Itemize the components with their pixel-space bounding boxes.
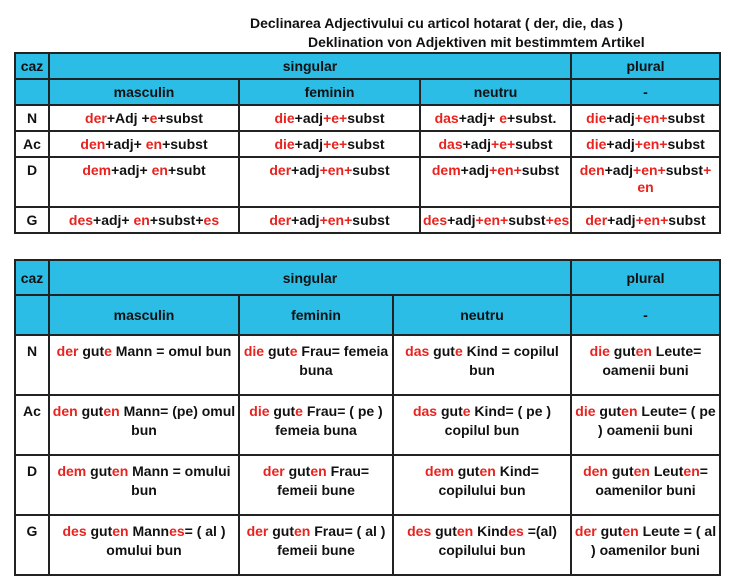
rule-cell bbox=[571, 157, 720, 207]
header-plural-gender: - bbox=[571, 79, 720, 105]
case-label: N bbox=[15, 335, 49, 395]
header-plural-gender: - bbox=[571, 295, 720, 335]
text-segment: +adj bbox=[294, 135, 324, 152]
red-segment: das bbox=[405, 343, 430, 359]
text-segment: Mann= (pe) omul bun bbox=[119, 403, 236, 438]
red-segment: +en+ bbox=[475, 211, 509, 228]
red-segment: den bbox=[52, 403, 78, 419]
table-row bbox=[15, 515, 720, 575]
red-segment: den bbox=[80, 135, 106, 152]
text-segment: +adj bbox=[447, 211, 476, 228]
red-segment: das bbox=[434, 109, 459, 126]
red-segment: en bbox=[683, 463, 700, 479]
example-cell bbox=[393, 335, 571, 395]
rule-cell bbox=[420, 131, 571, 157]
text-segment: +adj bbox=[606, 135, 635, 152]
red-segment: +en+ bbox=[635, 211, 669, 228]
example-cell bbox=[393, 515, 571, 575]
text-segment: gut bbox=[284, 463, 311, 479]
red-segment: den bbox=[579, 162, 605, 178]
text-segment: gut bbox=[595, 403, 622, 419]
example-cell bbox=[49, 515, 239, 575]
example-cell bbox=[239, 395, 393, 455]
rule-cell bbox=[239, 207, 420, 233]
text-segment: +adj bbox=[462, 135, 492, 152]
text-segment: gut bbox=[609, 343, 636, 359]
red-segment: e bbox=[295, 403, 303, 419]
header-case: caz bbox=[15, 53, 49, 79]
text-segment: gut bbox=[453, 463, 480, 479]
red-segment: en bbox=[111, 463, 129, 479]
red-segment: +es bbox=[545, 211, 570, 228]
case-label: D bbox=[15, 455, 49, 515]
rule-cell bbox=[239, 105, 420, 131]
rule-cell bbox=[49, 207, 239, 233]
text-segment: gut bbox=[596, 523, 623, 539]
rule-cell bbox=[420, 105, 571, 131]
header-feminine: feminin bbox=[239, 295, 393, 335]
header-masculine: masculin bbox=[49, 295, 239, 335]
text-segment: +adj bbox=[294, 109, 324, 126]
declension-example-table bbox=[14, 259, 721, 576]
text-segment: Mann bbox=[128, 523, 170, 539]
header-neuter: neutru bbox=[420, 79, 571, 105]
red-segment: die bbox=[274, 135, 295, 152]
example-cell bbox=[571, 395, 720, 455]
header-masculine: masculin bbox=[49, 79, 239, 105]
red-segment: e bbox=[462, 403, 471, 419]
text-segment: +adj bbox=[291, 162, 320, 178]
text-segment: Frau= femeia buna bbox=[297, 343, 389, 378]
text-segment: gut bbox=[607, 463, 634, 479]
header-blank bbox=[15, 295, 49, 335]
text-segment: +adj bbox=[606, 109, 635, 126]
red-segment: en bbox=[633, 463, 650, 479]
text-segment: = ( al ) omului bun bbox=[106, 523, 226, 558]
declension-rule-table bbox=[14, 52, 721, 234]
text-segment: +adj bbox=[291, 211, 320, 228]
red-segment: des bbox=[62, 523, 87, 539]
text-segment: Kind= copilului bun bbox=[438, 463, 539, 498]
rule-cell bbox=[571, 131, 720, 157]
header-singular: singular bbox=[49, 260, 571, 295]
case-label: G bbox=[15, 515, 49, 575]
text-segment: +adj bbox=[604, 162, 634, 178]
red-segment: die bbox=[249, 403, 270, 419]
red-segment: des bbox=[407, 523, 432, 539]
rule-cell bbox=[49, 131, 239, 157]
red-segment: der bbox=[246, 523, 269, 539]
example-cell bbox=[393, 395, 571, 455]
table-row bbox=[15, 207, 720, 233]
text-segment: subst bbox=[521, 162, 560, 178]
text-segment: subst bbox=[347, 135, 385, 152]
text-segment: Frau= femeii bune bbox=[277, 463, 370, 498]
red-segment: e bbox=[289, 343, 298, 359]
red-segment: dem bbox=[57, 463, 87, 479]
red-segment: dem bbox=[82, 162, 112, 178]
title-romanian: Declinarea Adjectivului cu articol hotarat ( der, die, das ) bbox=[250, 15, 623, 31]
example-cell bbox=[393, 455, 571, 515]
red-segment: die bbox=[243, 343, 265, 359]
red-segment: +e+ bbox=[323, 109, 348, 126]
red-segment: e bbox=[499, 109, 507, 126]
case-label: G bbox=[15, 207, 49, 233]
red-segment: das bbox=[412, 403, 438, 419]
text-segment: +subst+ bbox=[149, 211, 204, 228]
text-segment: subst bbox=[667, 135, 705, 152]
header-singular: singular bbox=[49, 53, 571, 79]
rule-cell bbox=[49, 157, 239, 207]
example-cell bbox=[239, 335, 393, 395]
text-segment: +adj+ bbox=[105, 135, 146, 152]
text-segment: gut bbox=[269, 403, 296, 419]
header-blank bbox=[15, 79, 49, 105]
red-segment: des bbox=[423, 211, 448, 228]
example-cell bbox=[239, 515, 393, 575]
example-cell bbox=[571, 455, 720, 515]
red-segment: +en+ bbox=[319, 162, 353, 178]
rule-cell bbox=[239, 131, 420, 157]
red-segment: es bbox=[508, 523, 524, 539]
red-segment: der bbox=[56, 343, 79, 359]
red-segment: en bbox=[103, 403, 120, 419]
text-segment: +adj+ bbox=[93, 211, 134, 228]
red-segment: der bbox=[269, 211, 292, 228]
text-segment: +adj bbox=[460, 162, 490, 178]
text-segment: gut bbox=[77, 403, 104, 419]
text-segment: subst bbox=[667, 109, 705, 126]
red-segment: den bbox=[583, 463, 608, 479]
text-segment: +adj bbox=[607, 211, 636, 228]
red-segment: der bbox=[269, 162, 292, 178]
text-segment: Frau= ( pe ) femeia buna bbox=[275, 403, 383, 438]
rule-cell bbox=[49, 105, 239, 131]
example-cell bbox=[49, 455, 239, 515]
text-segment: Frau= ( al ) femeii bune bbox=[277, 523, 386, 558]
rule-cell bbox=[571, 105, 720, 131]
red-segment: die bbox=[274, 109, 295, 126]
text-segment: Kind bbox=[473, 523, 509, 539]
red-segment: +en+ bbox=[319, 211, 353, 228]
header-plural: plural bbox=[571, 260, 720, 295]
document-title bbox=[0, 14, 731, 52]
title-german: Deklination von Adjektiven mit bestimmtem Artikel bbox=[308, 34, 645, 50]
text-segment: +subst. bbox=[506, 109, 557, 126]
red-segment: es bbox=[203, 211, 220, 228]
case-label: N bbox=[15, 105, 49, 131]
red-segment: +en+ bbox=[634, 135, 668, 152]
text-segment: gut bbox=[437, 403, 463, 419]
red-segment: das bbox=[438, 135, 463, 152]
red-segment: die bbox=[589, 343, 610, 359]
text-segment: gut bbox=[429, 343, 455, 359]
red-segment: en bbox=[310, 463, 327, 479]
red-segment: en bbox=[294, 523, 311, 539]
text-segment: +subt bbox=[167, 162, 206, 178]
text-segment: gut bbox=[86, 523, 113, 539]
red-segment: des bbox=[68, 211, 94, 228]
text-segment: gut bbox=[86, 463, 112, 479]
red-segment: +en+ bbox=[633, 162, 666, 178]
red-segment: en bbox=[456, 523, 474, 539]
rule-cell bbox=[420, 157, 571, 207]
text-segment: = oamenilor buni bbox=[595, 463, 708, 498]
text-segment: +subst bbox=[157, 109, 203, 126]
red-segment: en bbox=[621, 403, 638, 419]
red-segment: die bbox=[586, 109, 607, 126]
red-segment: +e+ bbox=[491, 135, 516, 152]
header-case: caz bbox=[15, 260, 49, 295]
red-segment: +en+ bbox=[489, 162, 522, 178]
red-segment: en bbox=[635, 343, 652, 359]
text-segment: =(al) copilului bun bbox=[438, 523, 557, 558]
text-segment: subst bbox=[352, 211, 390, 228]
red-segment: e bbox=[149, 109, 158, 126]
red-segment: en bbox=[151, 162, 168, 178]
text-segment: Kind = copilul bun bbox=[462, 343, 559, 378]
text-segment: gut bbox=[268, 523, 295, 539]
text-segment: subst bbox=[668, 211, 706, 228]
table-row bbox=[15, 157, 720, 207]
text-segment: Leute = ( al ) oamenilor buni bbox=[591, 523, 717, 558]
header-feminine: feminin bbox=[239, 79, 420, 105]
red-segment: der bbox=[585, 211, 608, 228]
text-segment: subst bbox=[515, 135, 553, 152]
example-cell bbox=[49, 395, 239, 455]
header-neuter: neutru bbox=[393, 295, 571, 335]
rule-cell bbox=[420, 207, 571, 233]
case-label: D bbox=[15, 157, 49, 207]
table-row bbox=[15, 335, 720, 395]
red-segment: der bbox=[85, 109, 107, 126]
text-segment: subst bbox=[347, 109, 385, 126]
text-segment: subst bbox=[508, 211, 546, 228]
text-segment: gut bbox=[264, 343, 290, 359]
table-row bbox=[15, 455, 720, 515]
red-segment: e bbox=[454, 343, 463, 359]
example-cell bbox=[571, 335, 720, 395]
text-segment: +adj+ bbox=[458, 109, 500, 126]
header-plural: plural bbox=[571, 53, 720, 79]
text-segment: Kind= ( pe ) copilul bun bbox=[444, 403, 552, 438]
table-row bbox=[15, 395, 720, 455]
red-segment: en bbox=[622, 523, 639, 539]
red-segment: dem bbox=[431, 162, 461, 178]
red-segment: +en+ bbox=[634, 109, 668, 126]
text-segment: Mann = omul bun bbox=[111, 343, 232, 359]
rule-cell bbox=[571, 207, 720, 233]
red-segment: e bbox=[104, 343, 112, 359]
red-segment: es bbox=[169, 523, 185, 539]
text-segment: Leut bbox=[649, 463, 684, 479]
red-segment: + en bbox=[637, 162, 712, 195]
red-segment: der bbox=[574, 523, 597, 539]
table-row bbox=[15, 105, 720, 131]
red-segment: +e+ bbox=[323, 135, 348, 152]
text-segment: +subst bbox=[162, 135, 208, 152]
red-segment: en bbox=[133, 211, 150, 228]
red-segment: en bbox=[145, 135, 163, 152]
red-segment: en bbox=[479, 463, 496, 479]
red-segment: die bbox=[586, 135, 607, 152]
case-label: Ac bbox=[15, 395, 49, 455]
red-segment: die bbox=[575, 403, 596, 419]
text-segment: Leute= ( pe ) oamenii buni bbox=[598, 403, 716, 438]
example-cell bbox=[49, 335, 239, 395]
rule-cell bbox=[239, 157, 420, 207]
red-segment: en bbox=[112, 523, 129, 539]
text-segment: gut bbox=[431, 523, 457, 539]
text-segment: Leute= oamenii buni bbox=[602, 343, 702, 378]
text-segment: gut bbox=[78, 343, 105, 359]
red-segment: dem bbox=[425, 463, 454, 479]
text-segment: +Adj + bbox=[106, 109, 150, 126]
red-segment: der bbox=[262, 463, 285, 479]
text-segment: +adj+ bbox=[111, 162, 152, 178]
text-segment: subst bbox=[352, 162, 390, 178]
table-row bbox=[15, 131, 720, 157]
text-segment: subst bbox=[665, 162, 704, 178]
example-cell bbox=[239, 455, 393, 515]
case-label: Ac bbox=[15, 131, 49, 157]
example-cell bbox=[571, 515, 720, 575]
text-segment: Mann = omului bun bbox=[128, 463, 231, 498]
